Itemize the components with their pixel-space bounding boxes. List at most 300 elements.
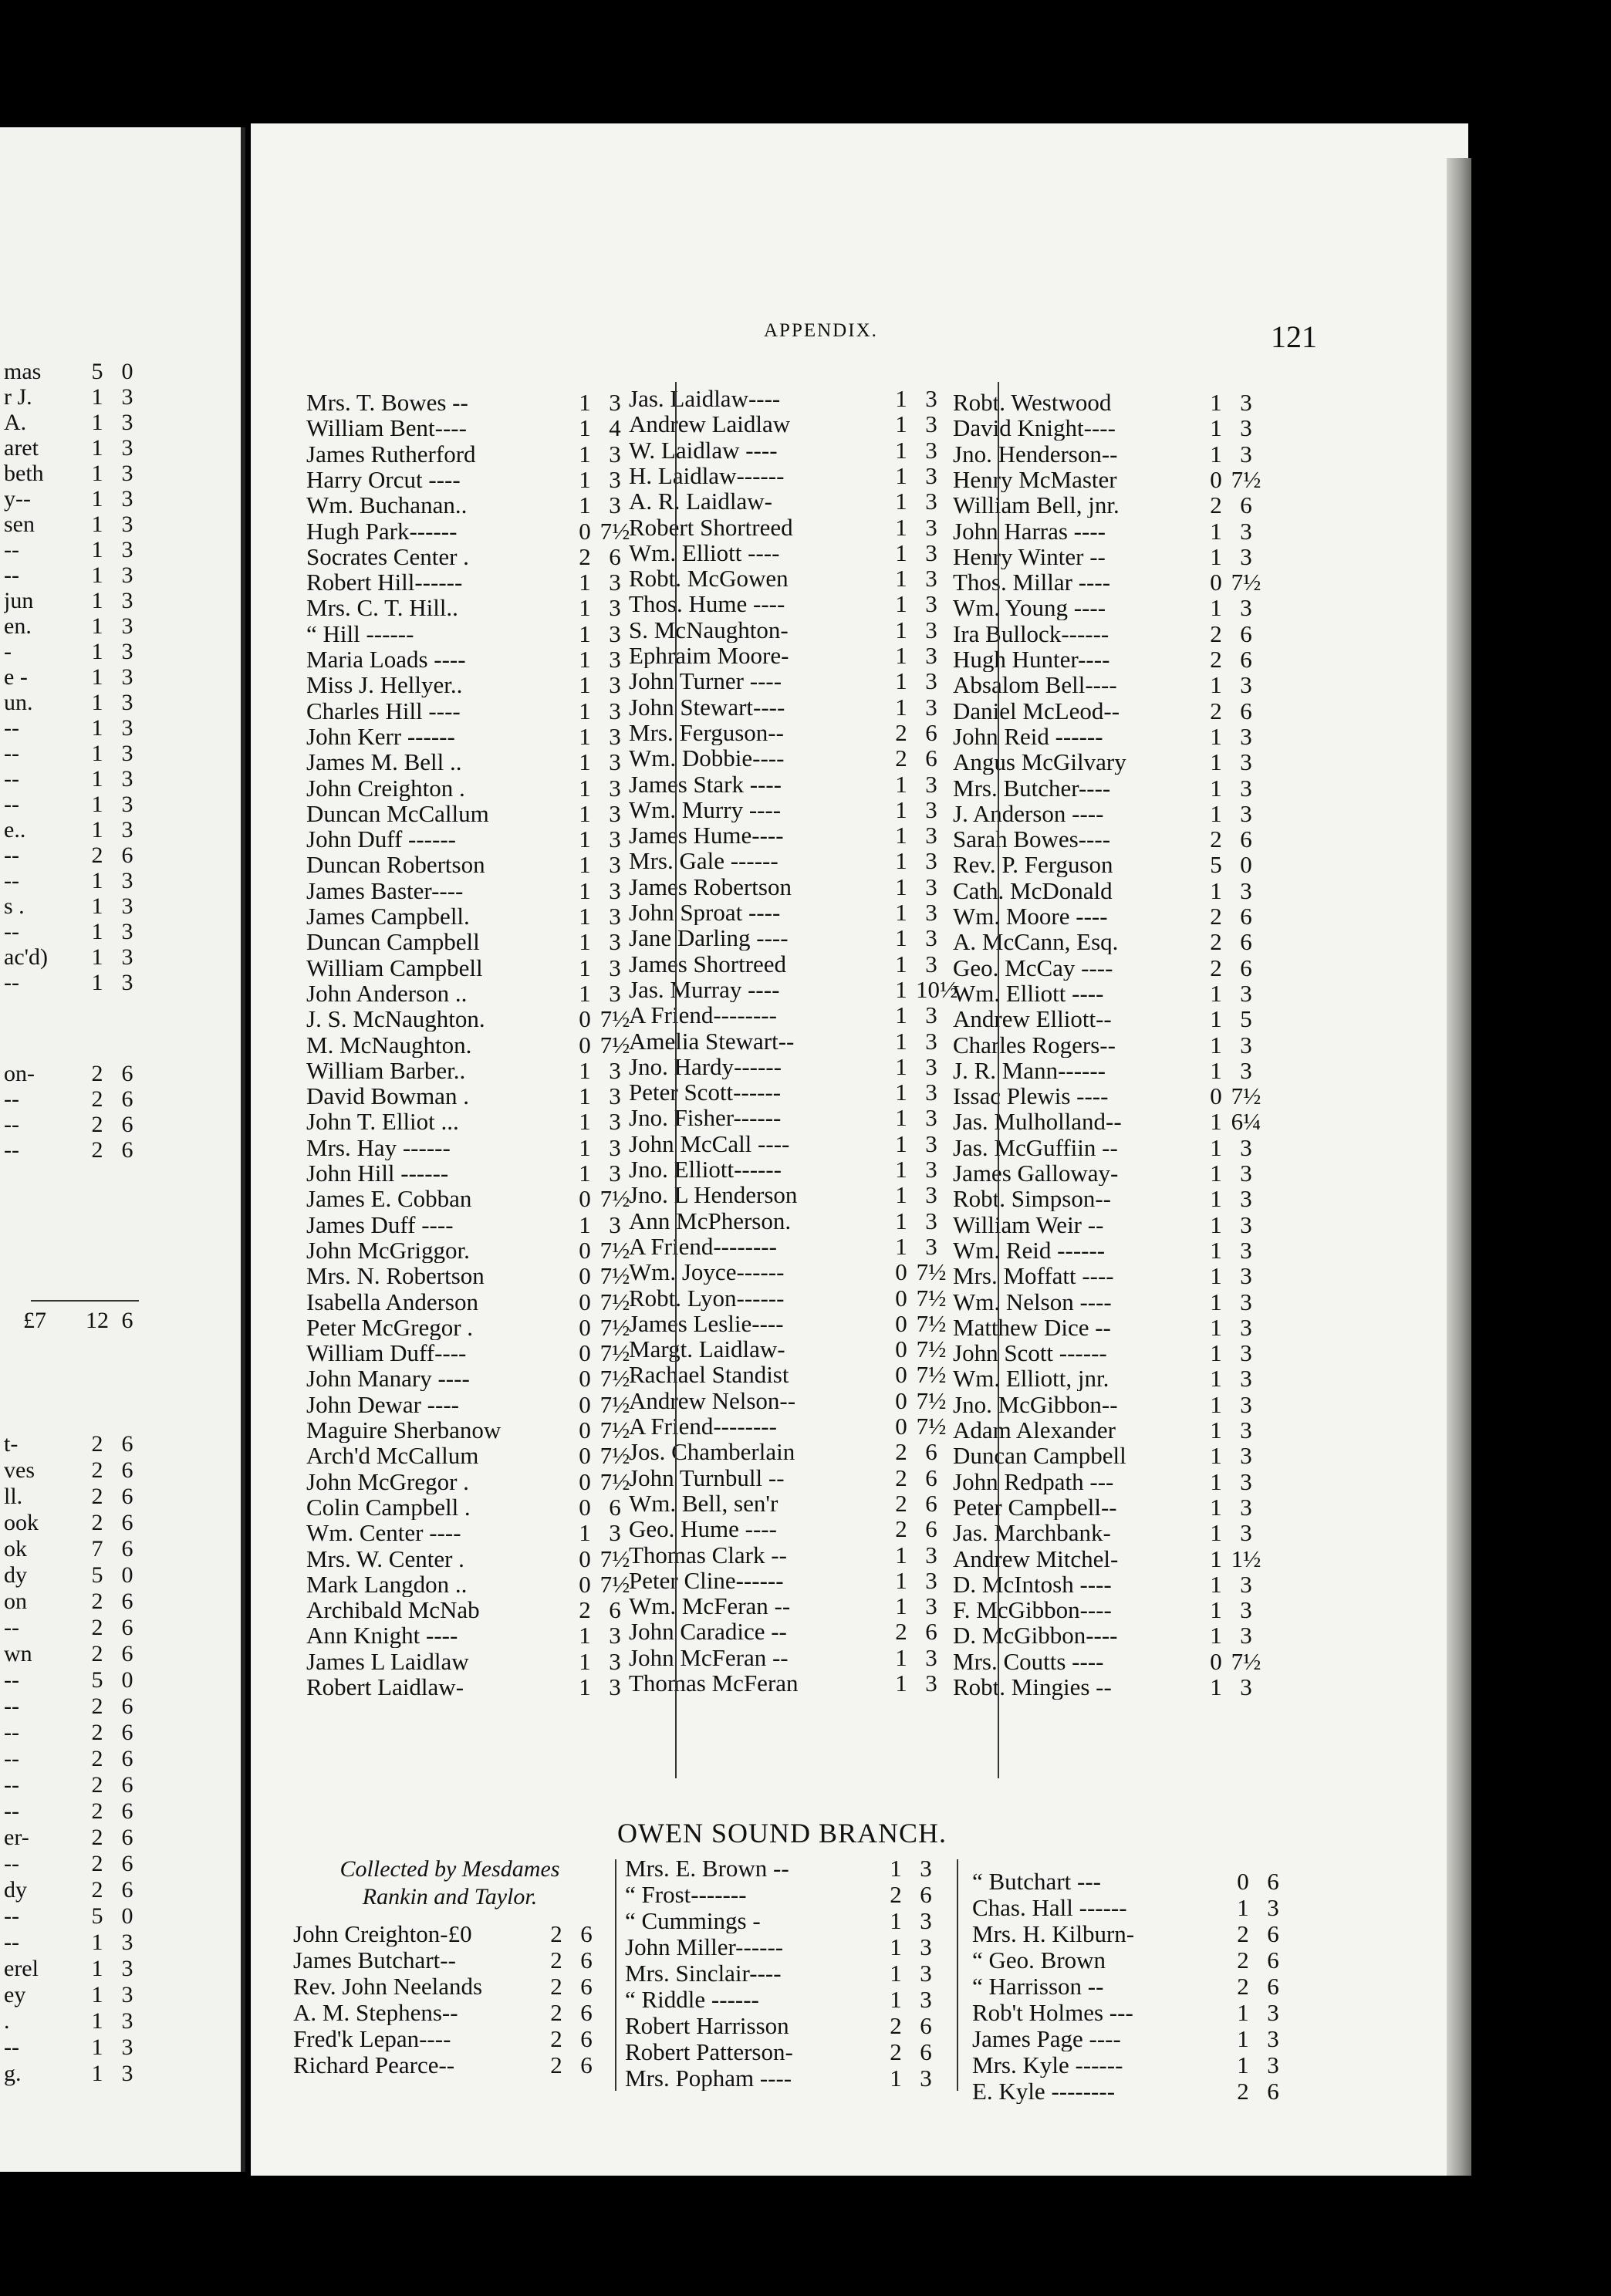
subscriber-name: beth xyxy=(4,461,44,486)
list-row xyxy=(306,1366,630,1391)
subscriber-name: Jno. Hardy------ xyxy=(629,1053,782,1079)
list-row xyxy=(953,1572,1261,1597)
shillings-value: 1 xyxy=(579,465,591,493)
pence-value: 0 xyxy=(1240,851,1252,879)
pence-value: 3 xyxy=(1240,1160,1252,1187)
total-rule xyxy=(31,1300,139,1302)
list-row xyxy=(953,569,1261,595)
subscriber-name: Mrs. W. Center . xyxy=(306,1545,464,1572)
pence-value: 3 xyxy=(1240,440,1252,468)
subscriber-name: Harry Orcut ---- xyxy=(306,466,461,492)
shillings-value: 1 xyxy=(890,1855,902,1882)
pence-value: 6 xyxy=(1240,928,1252,956)
subscriber-name: Mrs. Sinclair---- xyxy=(625,1960,782,1986)
list-row xyxy=(4,1746,143,1771)
list-row xyxy=(4,766,143,792)
subscriber-name: Ann Knight ---- xyxy=(306,1622,458,1649)
shillings-value: 2 xyxy=(550,2051,562,2078)
shillings-value: 1 xyxy=(579,979,591,1007)
subscriber-name: Henry McMaster xyxy=(953,466,1117,492)
shillings-value: 1 xyxy=(579,440,591,468)
list-row xyxy=(953,1469,1261,1494)
shillings-value: 1 xyxy=(91,2034,103,2060)
list-row xyxy=(4,461,143,486)
list-row xyxy=(306,1674,630,1700)
subscriber-name: Jas. Marchbank- xyxy=(953,1520,1111,1546)
shillings-value: 2 xyxy=(1210,697,1222,724)
pence-value: 6 xyxy=(121,1510,133,1535)
list-row xyxy=(293,2000,602,2025)
list-row xyxy=(306,878,630,903)
pence-value: 3 xyxy=(121,715,133,741)
pence-value: 3 xyxy=(609,799,621,827)
pence-value: 3 xyxy=(925,565,937,593)
pence-value: 3 xyxy=(925,513,937,541)
shillings-value: 1 xyxy=(91,1930,103,1955)
pence-value: 3 xyxy=(925,385,937,412)
subscriber-name: Peter McGregor . xyxy=(306,1314,474,1340)
shillings-value: 1 xyxy=(579,1056,591,1084)
shillings-value: 2 xyxy=(91,1772,103,1798)
shillings-value: 1 xyxy=(579,671,591,699)
subscriber-name: Wm. McFeran -- xyxy=(629,1593,791,1619)
shillings-value: 0 xyxy=(579,1313,591,1341)
shillings-value: 2 xyxy=(895,745,907,772)
shillings-value: 1 xyxy=(895,590,907,618)
shillings-value: 2 xyxy=(1210,928,1222,956)
shillings-value: 1 xyxy=(1210,1210,1222,1238)
subscriber-name: John Creighton-£0 xyxy=(293,1921,472,1947)
subscriber-name: -- xyxy=(4,562,19,588)
subscriber-name: Angus McGilvary xyxy=(953,749,1126,775)
list-row xyxy=(4,1877,143,1903)
shillings-value: 1 xyxy=(579,569,591,596)
shillings-value: 1 xyxy=(1210,1005,1222,1033)
column-divider xyxy=(675,382,677,1778)
subscriber-name: Hugh Park------ xyxy=(306,518,458,544)
pence-value: 7½ xyxy=(599,1442,630,1470)
subscriber-name: John Dewar ---- xyxy=(306,1391,459,1417)
subscriber-name: William Bent---- xyxy=(306,415,467,441)
subscriber-name: Jas. Murray ---- xyxy=(629,976,780,1002)
subscriber-name: John McFeran -- xyxy=(629,1644,789,1670)
shillings-value: 2 xyxy=(91,1457,103,1483)
list-row xyxy=(953,1058,1261,1083)
pence-value: 10½ xyxy=(916,975,958,1003)
shillings-value: 0 xyxy=(1210,465,1222,493)
pence-value: 3 xyxy=(121,2034,133,2060)
subscriber-name: -- xyxy=(4,1615,19,1640)
shillings-value: 1 xyxy=(890,1907,902,1934)
pence-value: 6 xyxy=(925,1438,937,1466)
pence-value: 3 xyxy=(925,873,937,900)
subscriber-name: Wm. Joyce------ xyxy=(629,1259,785,1285)
shillings-value: 1 xyxy=(895,1129,907,1157)
pence-value: 3 xyxy=(609,646,621,673)
list-row xyxy=(972,1895,1288,1920)
subscriber-name: Duncan McCallum xyxy=(306,800,489,826)
subscriber-name: Peter Scott------ xyxy=(629,1079,782,1106)
list-row xyxy=(953,801,1261,826)
shillings-value: 1 xyxy=(1210,1467,1222,1495)
subscriber-name: John Sproat ---- xyxy=(629,900,781,925)
shillings-value: 1 xyxy=(1210,1031,1222,1059)
pence-value: 3 xyxy=(925,1670,937,1697)
shillings-value: 1 xyxy=(579,851,591,879)
subscriber-name: James M. Bell .. xyxy=(306,749,462,775)
subscriber-name: John Hill ------ xyxy=(306,1160,449,1186)
subscriber-name: John Caradice -- xyxy=(629,1619,787,1645)
pence-value: 3 xyxy=(925,1052,937,1080)
pence-value: 3 xyxy=(609,826,621,853)
subscriber-name: Andrew Elliott-- xyxy=(953,1006,1112,1032)
pence-value: 6 xyxy=(121,1086,133,1112)
shillings-value: 0 xyxy=(579,1031,591,1059)
subscriber-name: wn xyxy=(4,1641,32,1666)
subscriber-name: Thomas Clark -- xyxy=(629,1541,787,1568)
subscriber-name: Andrew Mitchel- xyxy=(953,1545,1119,1572)
subscriber-name: Jno. McGibbon-- xyxy=(953,1391,1118,1417)
pence-value: 3 xyxy=(609,979,621,1007)
pence-value: 3 xyxy=(920,1855,932,1882)
pence-value: 3 xyxy=(609,620,621,647)
subscriber-name: Rachael Standist xyxy=(629,1362,789,1388)
shillings-value: 2 xyxy=(890,2038,902,2065)
shillings-value: 2 xyxy=(91,1137,103,1163)
pence-value: 3 xyxy=(1240,1673,1252,1700)
shillings-value: 1 xyxy=(579,748,591,776)
subscriber-name: “ Geo. Brown xyxy=(972,1947,1106,1973)
shillings-value: 2 xyxy=(91,842,103,868)
shillings-value: 0 xyxy=(579,1236,591,1264)
shillings-value: 1 xyxy=(895,770,907,798)
shillings-value: 0 xyxy=(1210,1082,1222,1110)
shillings-value: 1 xyxy=(1210,1493,1222,1521)
list-row xyxy=(4,1589,143,1614)
pence-value: 3 xyxy=(121,664,133,690)
collected-by-line1: Collected by Mesdames xyxy=(339,1856,560,1882)
shillings-value: 0 xyxy=(1210,1647,1222,1675)
list-row xyxy=(306,1572,630,1597)
subscriber-name: -- xyxy=(4,1720,19,1745)
pence-value: 3 xyxy=(925,1001,937,1029)
subscriber-name: Mrs. Kyle ------ xyxy=(972,2052,1123,2078)
subscriber-name: James L Laidlaw xyxy=(306,1648,469,1674)
pence-value: 3 xyxy=(925,1207,937,1234)
pence-value: 6 xyxy=(121,1484,133,1509)
shillings-value: 1 xyxy=(91,919,103,944)
left-page xyxy=(0,127,245,2172)
list-row xyxy=(306,1006,630,1032)
list-row xyxy=(4,613,143,639)
subscriber-name: er- xyxy=(4,1825,29,1850)
subscriber-name: Robert Patterson- xyxy=(625,2039,793,2065)
shillings-value: 1 xyxy=(895,1232,907,1260)
shillings-value: 1 xyxy=(91,537,103,562)
subscriber-name: Wm. Bell, sen'r xyxy=(629,1490,778,1516)
list-row xyxy=(4,1720,143,1745)
list-row xyxy=(306,1622,630,1648)
subscriber-name: -- xyxy=(4,1930,19,1955)
list-row xyxy=(4,588,143,613)
shillings-value: 1 xyxy=(579,1133,591,1161)
subscriber-name: James Hume---- xyxy=(629,822,784,849)
list-row xyxy=(4,1982,143,2007)
subscriber-name: W. Laidlaw ---- xyxy=(629,437,778,463)
shillings-value: 1 xyxy=(579,1108,591,1136)
list-row xyxy=(953,672,1261,697)
subscriber-name: Jas. McGuffiin -- xyxy=(953,1134,1118,1160)
shillings-value: 1 xyxy=(1210,1442,1222,1470)
subscriber-name: J. R. Mann------ xyxy=(953,1057,1106,1083)
shillings-value: 1 xyxy=(1210,876,1222,904)
pence-value: 6 xyxy=(925,718,937,746)
list-row xyxy=(306,1109,630,1134)
pence-value: 3 xyxy=(121,384,133,410)
pence-value: 3 xyxy=(121,1956,133,1981)
pence-value: 7½ xyxy=(599,1262,630,1290)
subscriber-name: -- xyxy=(4,1851,19,1876)
shillings-value: 2 xyxy=(895,1464,907,1491)
list-row xyxy=(306,1160,630,1186)
shillings-value: 1 xyxy=(895,1541,907,1568)
subscriber-name: James Butchart-- xyxy=(293,1947,456,1973)
shillings-value: 2 xyxy=(1237,1920,1249,1947)
pence-value: 3 xyxy=(609,1108,621,1136)
pence-value: 6 xyxy=(121,1798,133,1824)
list-row xyxy=(953,518,1261,544)
subscriber-name: mas xyxy=(4,359,42,384)
pence-value: 3 xyxy=(609,1519,621,1547)
subscriber-name: Richard Pearce-- xyxy=(293,2052,455,2078)
pence-value: 3 xyxy=(609,748,621,776)
shillings-value: 2 xyxy=(91,1112,103,1137)
shillings-value: 1 xyxy=(1210,722,1222,750)
list-row xyxy=(4,970,143,995)
list-row xyxy=(306,749,630,775)
pence-value: 3 xyxy=(1240,389,1252,416)
subscriber-name: John McGriggor. xyxy=(306,1237,470,1263)
shillings-value: 1 xyxy=(1210,440,1222,468)
shillings-value: 2 xyxy=(1237,1947,1249,1974)
pence-value: 3 xyxy=(121,2008,133,2034)
pence-value: 6 xyxy=(609,1493,621,1521)
shillings-value: 2 xyxy=(895,1618,907,1646)
pence-value: 3 xyxy=(1267,2025,1279,2052)
list-row xyxy=(4,512,143,537)
shillings-value: 1 xyxy=(895,822,907,849)
list-row xyxy=(953,826,1261,852)
shillings-value: 1 xyxy=(1210,1056,1222,1084)
list-row xyxy=(953,441,1261,467)
subscriber-name: -- xyxy=(4,842,19,868)
list-row xyxy=(953,1520,1261,1545)
shillings-value: 1 xyxy=(1210,1570,1222,1598)
subscriber-name: Wm. Elliott, jnr. xyxy=(953,1366,1109,1392)
subscriber-name: Maguire Sherbanow xyxy=(306,1417,502,1443)
subscriber-name: Wm. Elliott ---- xyxy=(953,980,1104,1006)
shillings-value: 1 xyxy=(1210,1339,1222,1367)
shillings-value: 1 xyxy=(895,565,907,593)
pence-value: 7½ xyxy=(599,1390,630,1418)
list-row xyxy=(953,544,1261,569)
subscriber-name: John Manary ---- xyxy=(306,1366,470,1392)
pence-value: 7½ xyxy=(916,1413,947,1440)
pence-value: 3 xyxy=(609,491,621,519)
pence-value: 3 xyxy=(121,970,133,995)
pence-value: 3 xyxy=(121,868,133,893)
pence-value: 6 xyxy=(121,1061,133,1086)
pence-value: 7½ xyxy=(916,1335,947,1363)
subscriber-name: Mrs. N. Robertson xyxy=(306,1263,485,1289)
subscriber-name: James Campbell. xyxy=(306,903,470,929)
pence-value: 3 xyxy=(121,919,133,944)
shillings-value: 2 xyxy=(91,1693,103,1719)
pence-value: 3 xyxy=(1240,1442,1252,1470)
list-row xyxy=(4,1851,143,1876)
subscriber-name: “ Harrisson -- xyxy=(972,1974,1104,1999)
subscriber-name: -- xyxy=(4,1137,19,1163)
list-row xyxy=(953,1417,1261,1443)
pence-value: 7½ xyxy=(916,1361,947,1389)
shillings-value: 2 xyxy=(890,2012,902,2039)
list-row xyxy=(306,518,630,544)
pence-value: 6 xyxy=(925,1618,937,1646)
shillings-value: 1 xyxy=(579,1647,591,1675)
list-row xyxy=(4,2034,143,2060)
shillings-value: 1 xyxy=(579,646,591,673)
subscriber-name: Robert Hill------ xyxy=(306,569,463,596)
subscriber-name: William Duff---- xyxy=(306,1340,467,1366)
list-row xyxy=(306,903,630,929)
list-row xyxy=(306,1520,630,1545)
subscriber-name: Andrew Nelson-- xyxy=(629,1387,796,1413)
list-row xyxy=(953,647,1261,672)
pence-value: 3 xyxy=(1240,1493,1252,1521)
shillings-value: 1 xyxy=(1210,1133,1222,1161)
pence-value: 3 xyxy=(121,944,133,970)
shillings-value: 1 xyxy=(1210,517,1222,545)
pence-value: 3 xyxy=(609,697,621,724)
subscriber-name: Peter Campbell-- xyxy=(953,1494,1117,1520)
pence-value: 0 xyxy=(121,359,133,384)
shillings-value: 1 xyxy=(1210,1673,1222,1700)
subscriber-name: James Baster---- xyxy=(306,877,464,903)
list-row xyxy=(306,467,630,492)
pence-value: 3 xyxy=(925,436,937,464)
shillings-value: 1 xyxy=(895,1001,907,1029)
pence-value: 7½ xyxy=(599,1005,630,1033)
subscriber-name: Robt. Simpson-- xyxy=(953,1186,1111,1212)
list-row xyxy=(953,390,1261,415)
list-row xyxy=(953,929,1261,954)
subscriber-name: Ephraim Moore- xyxy=(629,643,789,668)
shillings-value: 1 xyxy=(1210,389,1222,416)
shillings-value: 1 xyxy=(895,616,907,643)
pence-value: 3 xyxy=(609,1673,621,1700)
subscriber-name: ey xyxy=(4,1982,26,2007)
subscriber-name: Jno. L Henderson xyxy=(629,1182,798,1208)
page-number: 121 xyxy=(1271,319,1317,354)
subscriber-name: . xyxy=(4,2008,10,2034)
page-edge xyxy=(1447,158,1471,2176)
subscriber-name: Mrs. Butcher---- xyxy=(953,775,1111,801)
subscriber-name: J. Anderson ---- xyxy=(953,800,1104,826)
subscriber-name: Absalom Bell---- xyxy=(953,672,1117,698)
list-row xyxy=(625,1960,941,1986)
subscriber-name: Mrs. Gale ------ xyxy=(629,848,778,874)
shillings-value: 1 xyxy=(579,799,591,827)
pence-value: 3 xyxy=(1240,1365,1252,1393)
subscriber-name: Wm. Young ---- xyxy=(953,595,1106,621)
list-row xyxy=(972,1974,1288,1999)
subscriber-name: r J. xyxy=(4,384,32,410)
pence-value: 7½ xyxy=(1231,1082,1261,1110)
list-row xyxy=(4,1615,143,1640)
subscriber-name: -- xyxy=(4,868,19,893)
subscriber-name: en. xyxy=(4,613,32,639)
pence-value: 3 xyxy=(925,1592,937,1620)
subscriber-name: Archibald McNab xyxy=(306,1597,480,1623)
list-row xyxy=(4,741,143,766)
pence-value: 6 xyxy=(1240,491,1252,519)
subscriber-name: Mrs. Hay ------ xyxy=(306,1134,451,1160)
pence-value: 3 xyxy=(925,410,937,438)
pence-value: 3 xyxy=(121,639,133,664)
pence-value: 7½ xyxy=(599,1185,630,1213)
list-row xyxy=(4,562,143,588)
subscriber-name: Amelia Stewart-- xyxy=(629,1028,795,1054)
subscriber-name: Jas. Mulholland-- xyxy=(953,1109,1122,1135)
list-row xyxy=(4,1457,143,1483)
shillings-value: 1 xyxy=(91,817,103,842)
pence-value: 6 xyxy=(580,1999,593,2026)
list-row xyxy=(953,955,1261,981)
subscriber-name: Robt. Westwood xyxy=(953,390,1112,415)
shillings-value: 2 xyxy=(91,1798,103,1824)
list-row xyxy=(625,1855,941,1881)
list-row xyxy=(4,690,143,715)
pence-value: 0 xyxy=(121,1562,133,1588)
list-row xyxy=(953,467,1261,492)
subscriber-name: -- xyxy=(4,1112,19,1137)
shillings-value: 1 xyxy=(895,1670,907,1697)
pence-value: 3 xyxy=(609,465,621,493)
list-row xyxy=(306,390,630,415)
pence-value: 6 xyxy=(121,842,133,868)
pence-value: 5 xyxy=(1240,1005,1252,1033)
pence-value: 4 xyxy=(609,414,621,442)
shillings-value: 1 xyxy=(91,410,103,435)
shillings-value: 1 xyxy=(895,410,907,438)
shillings-value: 0 xyxy=(579,1442,591,1470)
list-row xyxy=(4,537,143,562)
pence-value: 0 xyxy=(121,1667,133,1693)
subscriber-name: James Page ---- xyxy=(972,2026,1121,2051)
shillings-value: 1 xyxy=(579,1673,591,1700)
pence-value: 7½ xyxy=(599,1031,630,1059)
shillings-value: 1 xyxy=(890,1986,902,2013)
pence-value: 6 xyxy=(121,1851,133,1876)
subscriber-name: Thos. Hume ---- xyxy=(629,591,785,617)
subscriber-name: E. Kyle -------- xyxy=(972,2078,1116,2104)
shillings-value: 1 xyxy=(895,873,907,900)
pence-value: 7½ xyxy=(916,1386,947,1414)
shillings-value: 1 xyxy=(1237,2051,1249,2078)
shillings-value: 2 xyxy=(91,1720,103,1745)
shillings-value: 1 xyxy=(91,562,103,588)
subscriber-name: Wm. Buchanan.. xyxy=(306,492,468,518)
